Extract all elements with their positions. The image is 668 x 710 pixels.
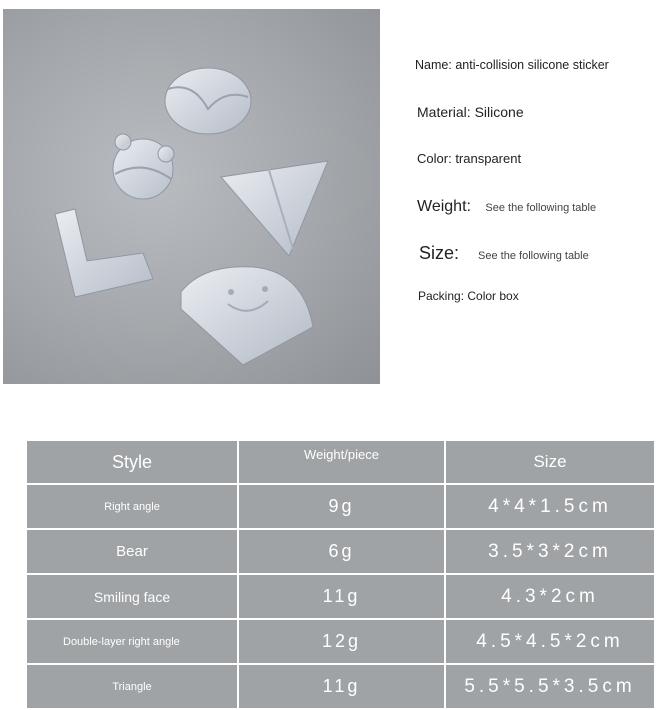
cell-weight: 12g bbox=[239, 620, 446, 665]
table-row bbox=[27, 485, 654, 530]
cell-weight: 11g bbox=[239, 665, 446, 710]
header-size: Size bbox=[446, 441, 654, 485]
cell-style: Bear bbox=[27, 530, 239, 575]
spec-color: Color: transparent bbox=[417, 151, 522, 166]
cell-weight: 11g bbox=[239, 575, 446, 620]
cell-weight: 6g bbox=[239, 530, 446, 575]
size-weight-table bbox=[27, 441, 654, 710]
round-bumper-shape bbox=[165, 68, 251, 134]
spec-weight: Weight: See the following table bbox=[417, 198, 597, 215]
table-row bbox=[27, 575, 654, 620]
smiling-face-bumper-shape bbox=[181, 267, 313, 365]
cell-weight: 9g bbox=[239, 485, 446, 530]
cell-style: Smiling face bbox=[27, 575, 239, 620]
right-angle-bumper-shape bbox=[55, 209, 153, 297]
spec-name: Name: anti-collision silicone sticker bbox=[415, 58, 609, 72]
cell-size: 3.5*3*2cm bbox=[446, 530, 654, 575]
cell-style: Right angle bbox=[27, 485, 239, 530]
silicone-stickers-illustration bbox=[3, 9, 380, 384]
header-weight: Weight/piece bbox=[239, 441, 446, 485]
table-row bbox=[27, 530, 654, 575]
cell-size: 4.3*2cm bbox=[446, 575, 654, 620]
cell-style: Double-layer right angle bbox=[27, 620, 239, 665]
spec-material: Material: Silicone bbox=[417, 104, 524, 120]
cell-style: Triangle bbox=[27, 665, 239, 710]
product-photo bbox=[3, 9, 380, 384]
triangle-bumper-shape bbox=[221, 161, 328, 256]
cell-size: 4.5*4.5*2cm bbox=[446, 620, 654, 665]
spec-packing: Packing: Color box bbox=[418, 289, 519, 303]
header-style: Style bbox=[27, 441, 239, 485]
spec-size: Size: See the following table bbox=[419, 243, 589, 263]
cell-size: 5.5*5.5*3.5cm bbox=[446, 665, 654, 710]
bear-bumper-shape bbox=[113, 134, 174, 199]
table-row bbox=[27, 665, 654, 710]
table-row bbox=[27, 620, 654, 665]
cell-size: 4*4*1.5cm bbox=[446, 485, 654, 530]
table-header-row bbox=[27, 441, 654, 485]
